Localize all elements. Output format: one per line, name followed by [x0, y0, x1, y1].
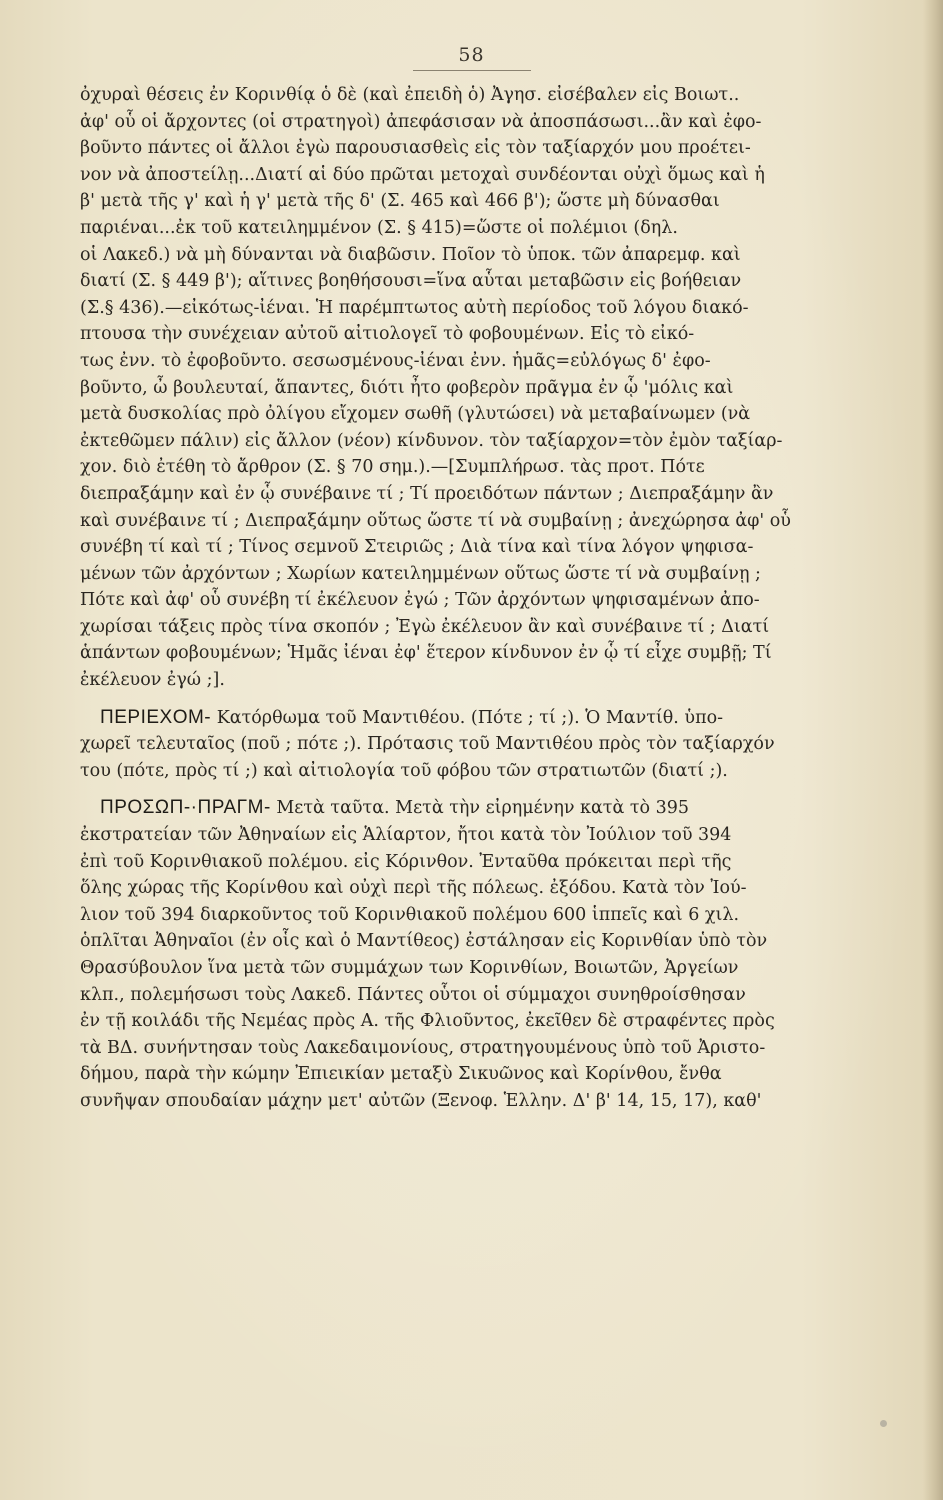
text-line: Πότε καὶ ἀφ' οὗ συνέβη τί ἐκέλευον ἐγώ ; Τῶν ἀρχόντων ψηφισαμένων ἀπο- [80, 590, 760, 611]
text-line: ἁπάντων φοβουμένων; Ἡμᾶς ἰέναι ἐφ' ἕτερον κίνδυνον ἐν ᾧ τί εἶχε συμβῇ; Τί [80, 643, 772, 664]
text-line: ὁπλῖται Ἀθηναῖοι (ἐν οἷς καὶ ὁ Μαντίθεος) ἐστάλησαν εἰς Κορινθίαν ὑπὸ τὸν [80, 931, 768, 952]
text-line: συνέβη τί καὶ τί ; Τίνος σεμνοῦ Στειριῶς ; Διὰ τίνα καὶ τίνα λόγον ψηφισα- [80, 537, 754, 558]
text-line: του (πότε, πρὸς τί ;) καὶ αἰτιολογία τοῦ φόβου τῶν στρατιωτῶν (διατί ;). [80, 760, 728, 781]
text-line: ἐπὶ τοῦ Κορινθιακοῦ πολέμου. εἰς Κόρινθον. Ἐνταῦθα πρόκειται περὶ τῆς [80, 851, 732, 872]
text-line: οἱ Λακεδ.) νὰ μὴ δύνανται νὰ διαβῶσιν. Ποῖον τὸ ὑποκ. τῶν ἀπαρεμφ. καὶ [80, 244, 741, 265]
contents-section-first-line [80, 705, 856, 732]
text-line: (Σ.§ 436).—εἰκότως-ἰέναι. Ἡ παρέμπτωτος αὐτὴ περίοδος τοῦ λόγου διακό- [80, 297, 749, 318]
contents-heading: ΠΕΡΙΕΧΟΜ- [100, 706, 212, 728]
page-edge-shadow [923, 0, 943, 1500]
text-line: ἐκστρατείαν τῶν Ἀθηναίων εἰς Ἁλίαρτον, ἤτοι κατὰ τὸν Ἰούλιον τοῦ 394 [80, 825, 732, 846]
text-line: ὅλης χώρας τῆς Κορίνθου καὶ οὐχὶ περὶ τῆς πόλεως. ἐξόδου. Κατὰ τὸν Ἰού- [80, 878, 747, 899]
contents-paragraph [80, 731, 856, 784]
text-line: Θρασύβουλον ἵνα μετὰ τῶν συμμάχων των Κορινθίων, Βοιωτῶν, Ἀργείων [80, 958, 739, 978]
commentary-text-block [80, 82, 856, 1115]
page-number: 58 [458, 44, 485, 66]
text-line: βοῦντο, ὦ βουλευταί, ἅπαντες, διότι ἦτο φοβερὸν πρᾶγμα ἐν ᾧ 'μόλις καὶ [80, 377, 734, 398]
commentary-paragraph [80, 82, 856, 694]
text-line: μένων τῶν ἀρχόντων ; Χωρίων κατειλημμένων οὕτως ὥστε τί νὰ συμβαίνῃ ; [80, 563, 761, 584]
facts-paragraph [80, 822, 856, 1115]
text-line: μετὰ δυσκολίας πρὸ ὀλίγου εἴχομεν σωθῆ (γλυτώσει) νὰ μεταβαίνωμεν (νὰ [80, 404, 751, 425]
text-line: ἐν τῇ κοιλάδι τῆς Νεμέας πρὸς Α. τῆς Φλιοῦντος, ἐκεῖθεν δὲ στραφέντες πρὸς [80, 1011, 775, 1032]
facts-section-first-line [80, 795, 856, 822]
page-number-rule [413, 70, 531, 71]
text-line: συνῆψαν σπουδαίαν μάχην μετ' αὐτῶν (Ξενοφ. Ἑλλην. Δ' β' 14, 15, 17), καθ' [80, 1090, 762, 1111]
text-line: χωρίσαι τάξεις πρὸς τίνα σκοπόν ; Ἐγὼ ἐκέλευον ἂν καὶ συνέβαινε τί ; Διατί [80, 616, 770, 637]
text-line: διατί (Σ. § 449 β'); αἵτινες βοηθήσουσι=ἵνα αὗται μεταβῶσιν εἰς βοήθειαν [80, 271, 742, 292]
text-line: νον νὰ ἀποστείλῃ...Διατί αἱ δύο πρῶται μετοχαὶ συνδέονται οὐχὶ ὅμως καὶ ἡ [80, 164, 765, 185]
facts-heading: ΠΡΟΣΩΠ-·ΠΡΑΓΜ- [100, 797, 271, 819]
text-line: δήμου, παρὰ τὴν κώμην Ἐπιεικίαν μεταξὺ Σικυῶνος καὶ Κορίνθου, ἔνθα [80, 1064, 722, 1085]
text-line: πτουσα τὴν συνέχειαν αὐτοῦ αἰτιολογεῖ τὸ φοβουμένων. Εἰς τὸ εἰκό- [80, 324, 695, 345]
text-line: ἐκτεθῶμεν πάλιν) εἰς ἄλλον (νέον) κίνδυνον. τὸν ταξίαρχον=τὸν ἐμὸν ταξίαρ- [80, 430, 783, 451]
paper-speck [880, 1420, 887, 1427]
text-line: β' μετὰ τῆς γ' καὶ ἡ γ' μετὰ τῆς δ' (Σ. 465 καὶ 466 β'); ὥστε μὴ δύνασθαι [80, 191, 720, 212]
facts-first-line-text: Μετὰ ταῦτα. Μετὰ τὴν εἰρημένην κατὰ τὸ 395 [276, 798, 690, 819]
text-line: καὶ συνέβαινε τί ; Διεπραξάμην οὕτως ὥστε τί νὰ συμβαίνῃ ; ἀνεχώρησα ἀφ' οὗ [80, 510, 791, 531]
text-line: λιον τοῦ 394 διαρκοῦντος τοῦ Κορινθιακοῦ πολέμου 600 ἱππεῖς καὶ 6 χιλ. [80, 904, 740, 925]
text-line: χον. διὸ ἐτέθη τὸ ἄρθρον (Σ. § 70 σημ.).—[Συμπλήρωσ. τὰς προτ. Πότε [80, 457, 705, 478]
text-line: τως ἐνν. τὸ ἐφοβοῦντο. σεσωσμένους-ἰέναι ἐνν. ἡμᾶς=εὐλόγως δ' ἐφο- [80, 350, 711, 371]
text-line: ἀφ' οὗ οἱ ἄρχοντες (οἱ στρατηγοὶ) ἀπεφάσισαν νὰ ἀποσπάσωσι...ἂν καὶ ἐφο- [80, 111, 762, 132]
text-line: ὀχυραὶ θέσεις ἐν Κορινθίᾳ ὁ δὲ (καὶ ἐπειδὴ ὁ) Ἀγησ. εἰσέβαλεν εἰς Βοιωτ.. [80, 85, 740, 105]
text-line: κλπ., πολεμήσωσι τοὺς Λακεδ. Πάντες οὗτοι οἱ σύμμαχοι συνηθροίσθησαν [80, 984, 746, 1005]
text-line: χωρεῖ τελευταῖος (ποῦ ; πότε ;). Πρότασις τοῦ Μαντιθέου πρὸς τὸν ταξίαρχόν [80, 734, 775, 755]
text-line: παριέναι...ἐκ τοῦ κατειλημμένον (Σ. § 415)=ὥστε οἱ πολέμιοι (δηλ. [80, 217, 678, 238]
text-line: ἐκέλευον ἐγώ ;]. [80, 670, 225, 691]
text-line: διεπραξάμην καὶ ἐν ᾧ συνέβαινε τί ; Τί προειδότων πάντων ; Διεπραξάμην ἂν [80, 483, 774, 504]
contents-first-line-text: Κατόρθωμα τοῦ Μαντιθέου. (Πότε ; τί ;). Ὁ Μαντίθ. ὑπο- [216, 707, 724, 728]
text-line: βοῦντο πάντες οἱ ἄλλοι ἐγὼ παρουσιασθεὶς εἰς τὸν ταξίαρχόν μου προέτει- [80, 138, 751, 159]
text-line: τὰ ΒΔ. συνήντησαν τοὺς Λακεδαιμονίους, στρατηγουμένους ὑπὸ τοῦ Ἀριστο- [80, 1037, 766, 1058]
